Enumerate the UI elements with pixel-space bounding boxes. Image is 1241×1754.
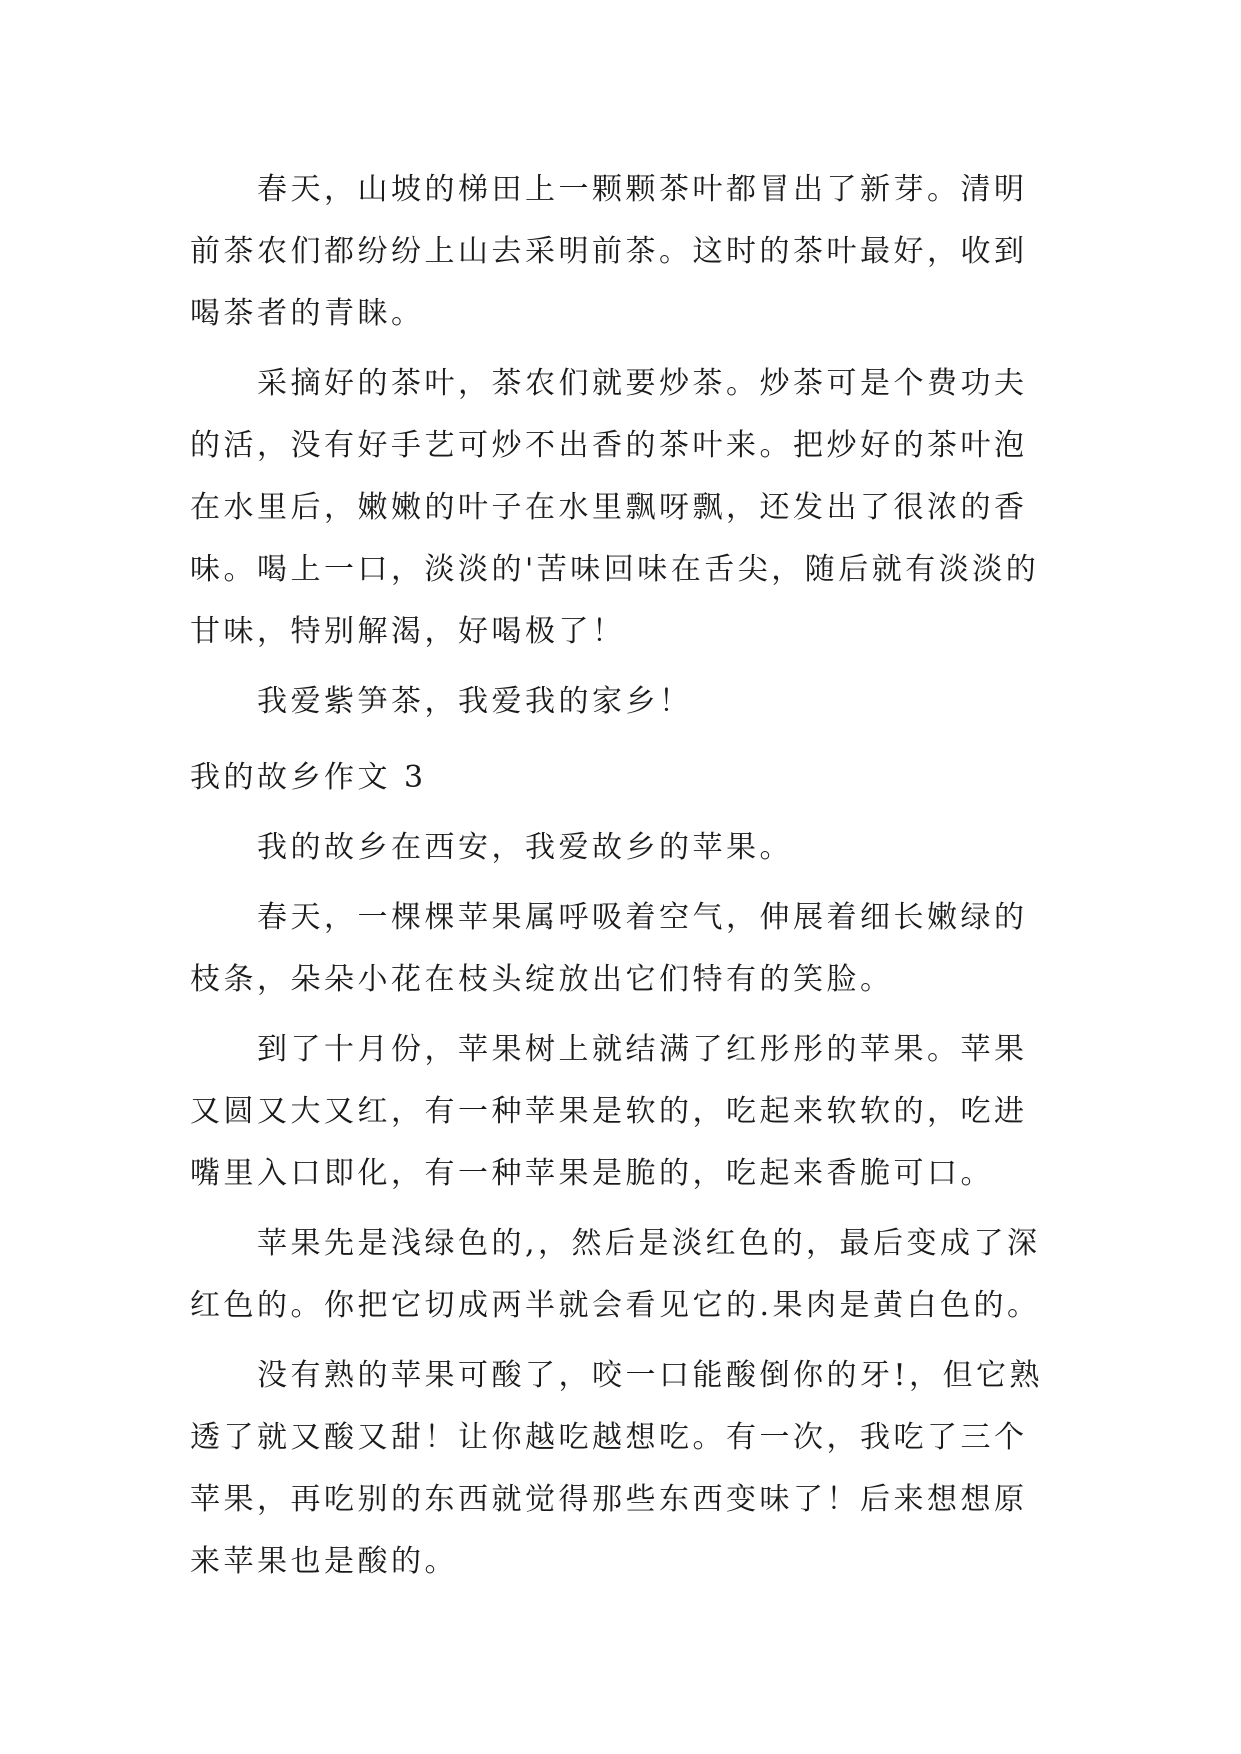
paragraph-apple-spring: 春天，一棵棵苹果属呼吸着空气，伸展着细长嫩绿的枝条，朵朵小花在枝头绽放出它们特有的笑脸。 (190, 900, 1028, 997)
paragraph-apple-colors: 苹果先是浅绿色的,，然后是淡红色的，最后变成了深红色的。你把它切成两半就会看见它的.果肉是黄白色的。 (190, 1226, 1041, 1323)
paragraph-apple-taste: 没有熟的苹果可酸了，咬一口能酸倒你的牙!，但它熟透了就又酸又甜！让你越吃越想吃。有一次，我吃了三个苹果，再吃别的东西就觉得那些东西变味了！后来想想原来苹果也是酸的。 (190, 1358, 1044, 1579)
paragraph-tea-love: 我爱紫笋茶，我爱我的家乡！ (257, 684, 693, 719)
paragraph-tea-frying: 采摘好的茶叶，茶农们就要炒茶。炒茶可是个费功夫的活，没有好手艺可炒不出香的茶叶来。把炒好的茶叶泡在水里后，嫩嫩的叶子在水里飘呀飘，还发出了很浓的香味。喝上一口，淡淡的'苦味回味在舌尖，随后就有淡淡的甘味，特别解渴，好喝极了！ (190, 366, 1040, 649)
essay-continuation (190, 159, 1050, 733)
paragraph-hometown-xian: 我的故乡在西安，我爱故乡的苹果。 (257, 830, 793, 865)
paragraph-apple-october: 到了十月份，苹果树上就结满了红彤彤的苹果。苹果又圆又大又红，有一种苹果是软的，吃起来软软的，吃进嘴里入口即化，有一种苹果是脆的，吃起来香脆可口。 (190, 1032, 1028, 1191)
essay-3 (190, 747, 1050, 1593)
paragraph-tea-spring: 春天，山坡的梯田上一颗颗茶叶都冒出了新芽。清明前茶农们都纷纷上山去采明前茶。这时的茶叶最好，收到喝茶者的青睐。 (190, 172, 1028, 331)
essay-title: 我的故乡作文 3 (190, 760, 427, 795)
